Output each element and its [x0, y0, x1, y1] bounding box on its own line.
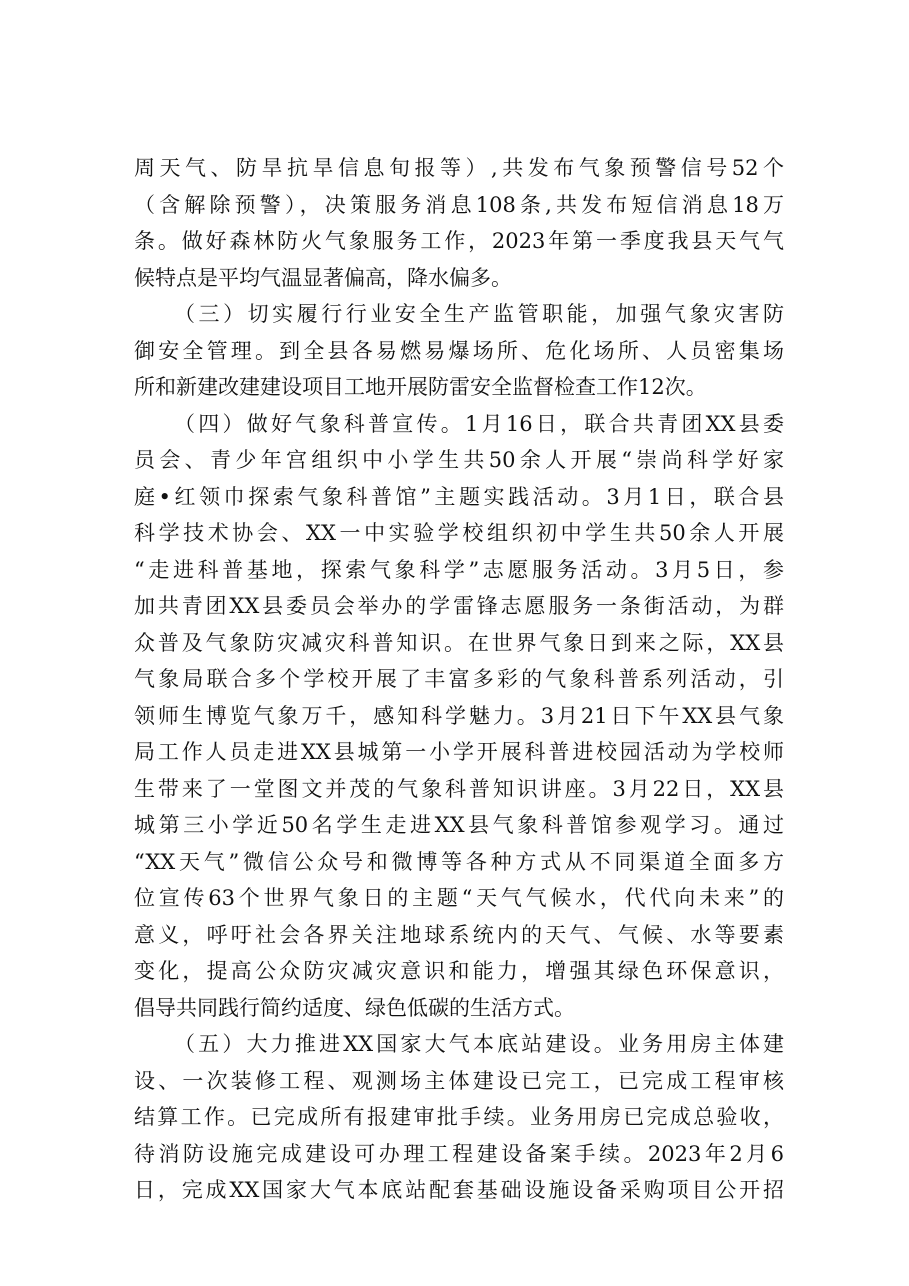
text-line: （含解除预警），决策服务消息108条,共发布短信消息18万	[134, 192, 784, 217]
text-line: 领师生博览气象万千，感知科学魅力。3月21日下午XX县气象	[134, 703, 784, 728]
text-line: 变化，提高公众防灾减灾意识和能力，增强其绿色环保意识，	[134, 959, 784, 983]
text-line: “XX天气”微信公众号和微博等各种方式从不同渠道全面多方	[134, 849, 784, 874]
text-line: 意义，呼吁社会各界关注地球系统内的天气、气候、水等要素	[134, 922, 784, 947]
text-line: 日，完成XX国家大气本底站配套基础设施设备采购项目公开招	[134, 1178, 784, 1202]
text-line: 众普及气象防灾减灾科普知识。在世界气象日到来之际，XX县	[134, 630, 784, 655]
text-line: 设、一次装修工程、观测场主体建设已完工，已完成工程审核	[134, 1068, 784, 1093]
text-line: 员会、青少年宫组织中小学生共50余人开展“崇尚科学好家	[134, 448, 784, 472]
text-line: 御安全管理。到全县各易燃易爆场所、危化场所、人员密集场	[134, 338, 784, 363]
document-body	[134, 150, 784, 1209]
text-line: 所和新建改建建设项目工地开展防雷安全监督检查工作12次。	[134, 375, 707, 399]
text-line: 加共青团XX县委员会举办的学雷锋志愿服务一条街活动，为群	[134, 594, 784, 618]
text-line: 位宣传63个世界气象日的主题“天气气候水，代代向未来”的	[134, 886, 784, 910]
text-line: 结算工作。已完成所有报建审批手续。业务用房已完成总验收，	[134, 1105, 784, 1129]
text-line: 待消防设施完成建设可办理工程建设备案手续。2023年2月6	[134, 1141, 784, 1166]
text-line: 气象局联合多个学校开展了丰富多彩的气象科普系列活动，引	[134, 667, 784, 691]
text-line: 周天气、防旱抗旱信息旬报等）,共发布气象预警信号52个	[134, 156, 784, 180]
text-line: 局工作人员走进XX县城第一小学开展科普进校园活动为学校师	[134, 740, 784, 764]
text-line: （四）做好气象科普宣传。1月16日，联合共青团XX县委	[174, 411, 784, 436]
text-line: 科学技术协会、XX一中实验学校组织初中学生共50余人开展	[134, 521, 784, 545]
text-line: （五）大力推进XX国家大气本底站建设。业务用房主体建	[174, 1032, 784, 1056]
text-line: 庭•红领巾探索气象科普馆”主题实践活动。3月1日，联合县	[134, 484, 784, 509]
text-line: 候特点是平均气温显著偏高，降水偏多。	[134, 265, 512, 290]
text-line: “走进科普基地，探索气象科学”志愿服务活动。3月5日，参	[134, 557, 784, 582]
text-line: （三）切实履行行业安全生产监管职能，加强气象灾害防	[174, 302, 784, 326]
text-line: 城第三小学近50名学生走进XX县气象科普馆参观学习。通过	[134, 813, 784, 837]
text-line: 生带来了一堂图文并茂的气象科普知识讲座。3月22日，XX县	[134, 776, 784, 801]
text-line: 倡导共同践行简约适度、绿色低碳的生活方式。	[134, 995, 575, 1020]
text-line: 条。做好森林防火气象服务工作，2023年第一季度我县天气气	[134, 229, 784, 253]
